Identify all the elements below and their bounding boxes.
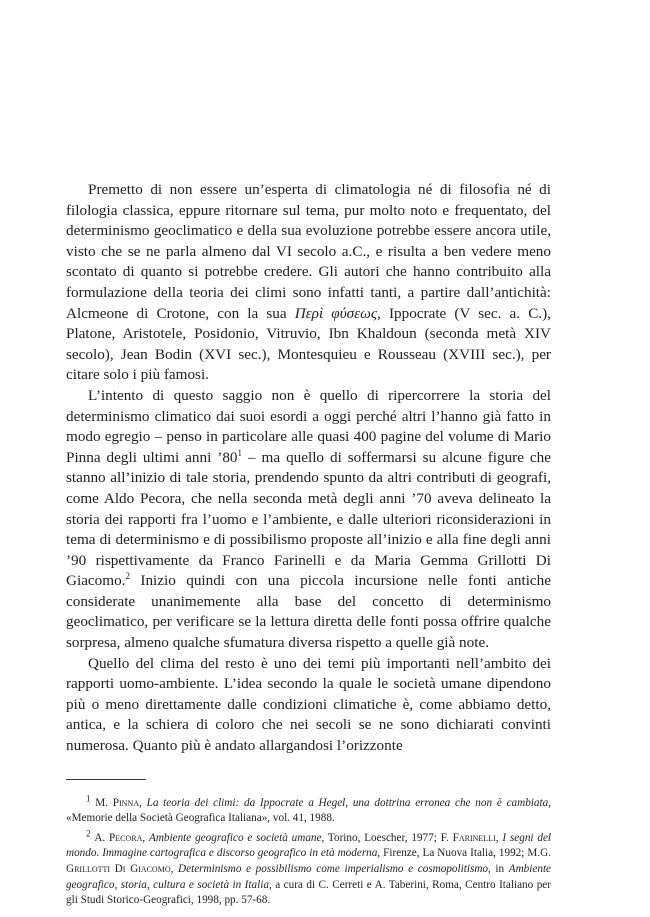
footnote-1-title: La teoria dei climi: da Ippocrate a Hegel, una dottrina erronea che non è cambiata — [146, 796, 549, 809]
footnote-1: $^1$ M. Pinna, La teoria dei climi: da Ippocrate a Hegel, una dottrina erronea che non è cambiata, «Memorie della Società Geografica Italiana», vol. 41, 1988. — [66, 792, 552, 825]
footnote-2-mid-3: , in — [488, 863, 509, 875]
footnote-1-author: M. Pinna — [95, 796, 140, 809]
footnote-2: $^2$ A. Pecora, Ambiente geografico e società umane, Torino, Loescher, 1977; F. Farinelli, I segni del mondo. Immagine cartografica e discorso geografico in età moderna, Firenze, La Nuova Italia, 1992; M.G. Grillotti Di Giacomo, Determinismo e possibilismo come imperialismo e cosmopolitismo, in Ambiente geografico, storia, cultura e società in Italia, a cura di C. Cerreti e A. Taberini, Roma, Centro Italiano per gli Studi Storico-Geografici, 1998, pp. 57-68. — [66, 828, 552, 907]
footnote-2-rest: , a cura di C. Cerreti e A. Taberini, Roma, Centro Italiano per gli Studi Storico-Geografici, 1998, pp. 57-68. — [66, 878, 552, 907]
footnote-1-number: 1 — [86, 792, 91, 803]
paragraph-1 — [66, 180, 551, 386]
footnote-2-author-1: A. Pecora — [94, 831, 143, 844]
footnote-2-title-4: Ambiente geografico, storia, cultura e società in Italia — [66, 863, 552, 891]
footnote-2-author-2: F. Farinelli — [440, 831, 496, 844]
footnote-ref-2[interactable]: 2 — [125, 571, 130, 582]
footnote-divider — [66, 779, 146, 780]
footnote-1-rest: , «Memorie della Società Geografica Italiana», vol. 41, 1988. — [66, 796, 552, 825]
paragraph-1-text-b: , Ippocrate (V sec. a. C.), Platone, Aristotele, Posidonio, Vitruvio, Ibn Khaldoun (seconda metà XIV secolo), Jean Bodin (XVI sec.), Montesquieu e Rousseau (XVIII sec.), per citare solo i più famosi. — [66, 304, 551, 384]
footnote-2-mid-1: , Torino, Loescher, 1977; — [321, 831, 441, 844]
footnote-2-mid-2: , Firenze, La Nuova Italia, 1992; — [377, 847, 528, 860]
footnote-ref-1[interactable]: 1 — [237, 447, 243, 458]
paragraph-2 — [66, 386, 551, 654]
paragraph-2-text-a: L’intento di questo saggio non è quello di ripercorrere la storia del determinismo climatico dai suoi esordi a oggi perché altri l’hanno già fatto in modo egregio – penso in particolare alle quasi 400 pagine del volume di Mario Pinna degli ultimi anni ’80 — [66, 386, 551, 466]
footnote-2-title-1: Ambiente geografico e società umane — [149, 831, 322, 844]
greek-title: Περὶ φύσεως — [294, 304, 378, 322]
footnote-2-title-2: I segni del mondo. Immagine cartografica e discorso geografico in età moderna — [66, 831, 552, 860]
footnote-2-number: 2 — [86, 828, 91, 839]
page-content — [66, 180, 551, 913]
paragraph-2-text-c: Inizio quindi con una piccola incursione nelle fonti antiche considerate unanimemente alla base del concetto di determinismo geoclimatico, per verificare se la lettura diretta delle fonti possa offrire qualche sorpresa, almeno qualche sfumatura diversa rispetto a quelle già note. — [66, 572, 551, 652]
footnote-2-author-3: M.G. Grillotti Di Giacomo — [66, 847, 551, 875]
footnote-2-title-3: Determinismo e possibilismo come imperialismo e cosmopolitismo — [178, 863, 488, 875]
paragraph-1-text-a: Premetto di non essere un’esperta di climatologia né di filosofia né di filologia classica, eppure ritornare sul tema, pur molto noto e frequentato, del determinismo geoclimatico e della sua evoluzione potrebbe essere ancora utile, visto che se ne parla almeno dal VI secolo a.C., e risulta a ben vedere meno scontato di quanto si potrebbe credere. Gli autori che hanno contribuito alla formulazione della teoria dei climi sono infatti tanti, a partire dall’antichità: Alcmeone di Crotone, con la sua — [66, 181, 551, 322]
paragraph-2-text-b: – ma quello di soffermarsi su alcune figure che stanno all’inizio di tale storia, prendendo spunto da altri contributi di geografi, come Aldo Pecora, che nella seconda metà degli anni ’70 aveva delineato la storia dei rapporti fra l’uomo e l’ambiente, e dalle ulteriori riconsiderazioni in tema di determinismo e di possibilismo proposte all’inizio e alla fine degli anni ’90 rispettivamente da Franco Farinelli e da Maria Gemma Grillotti Di Giacomo. — [66, 448, 552, 590]
paragraph-3: Quello del clima del resto è uno dei temi più importanti nell’ambito dei rapporti uomo-ambiente. L’idea secondo la quale le società umane dipendono più o meno direttamente dalle condizioni climatiche è, come abbiamo detto, antica, e la schiera di coloro che nei secoli se ne sono dichiarati convinti numerosa. Quanto più è andato allargandosi l’orizzonte — [66, 654, 551, 755]
